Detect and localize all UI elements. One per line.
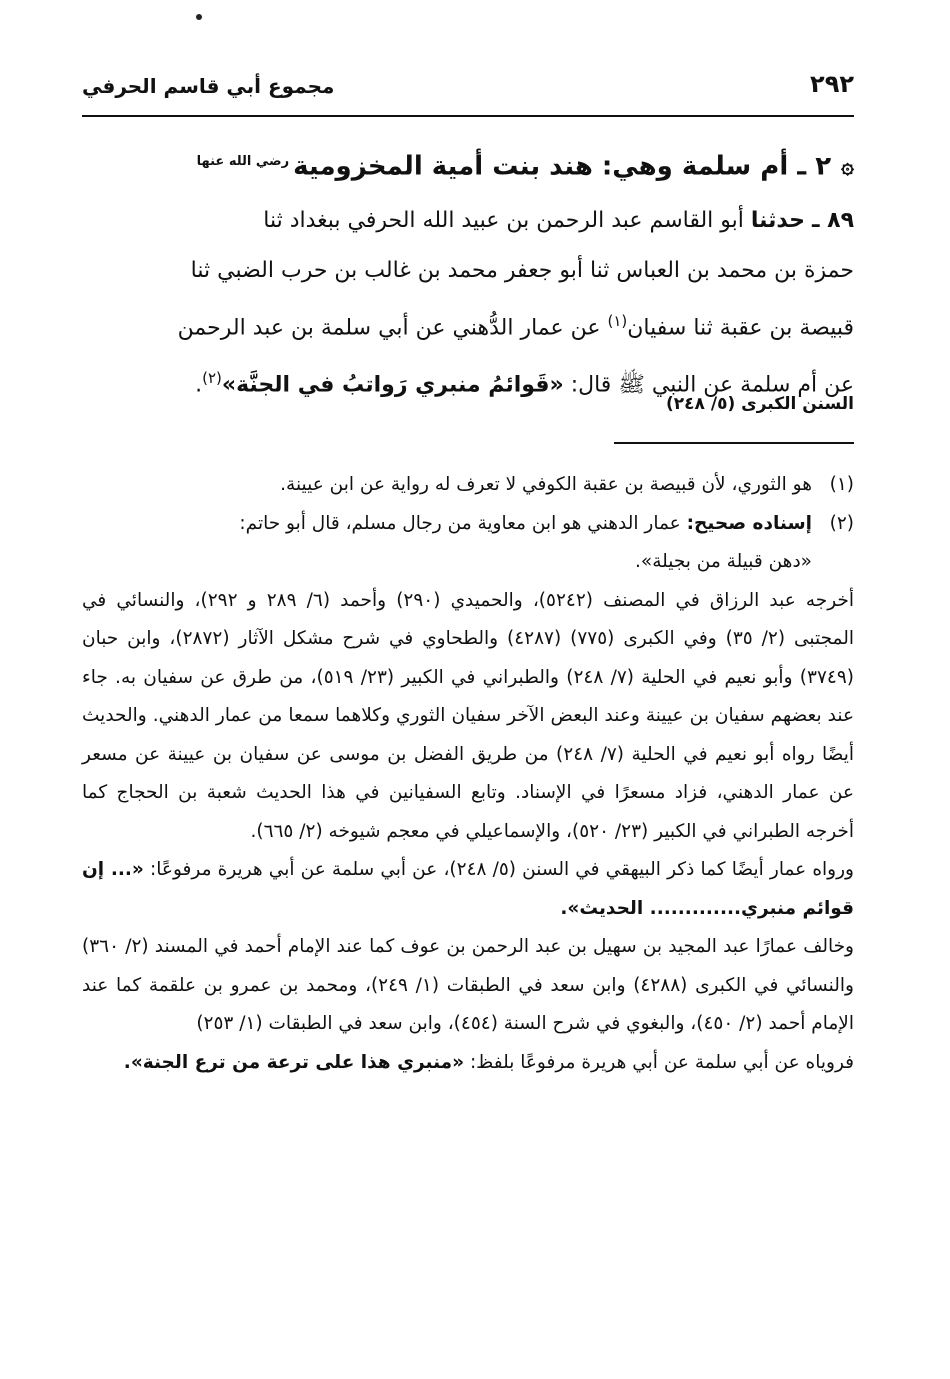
page-header	[82, 66, 854, 110]
footnote-2-label: (٢)	[829, 512, 854, 534]
footnote-ref-2[interactable]: (٢)	[202, 369, 222, 388]
section-title: ٢ ـ أم سلمة وهي: هند بنت أمية المخزومية	[293, 151, 832, 182]
hadith-line-3-a: قبيصة بن عقبة ثنا سفيان	[627, 315, 854, 341]
hadith-line-3-b: عن عمار الدُّهني عن أبي سلمة بن عبد الرحمن	[177, 315, 601, 341]
hadith-line-1-rest: أبو القاسم عبد الرحمن بن عبيد الله الحرفي ببغداد ثنا	[263, 208, 744, 233]
footnotes	[82, 466, 854, 1082]
footnote-2-text	[82, 505, 812, 544]
hadith-text	[82, 196, 854, 411]
footnote-2-body: عمار الدهني هو ابن معاوية من رجال مسلم، قال أبو حاتم:	[239, 512, 681, 534]
hadith-quote: «قَوائمُ منبري رَواتبُ في الجنَّة»	[221, 372, 564, 398]
hadith-line-1	[82, 196, 854, 246]
footnote-1-label: (١)	[829, 474, 854, 495]
footnote-2-grade: إسناده صحيح:	[686, 512, 812, 534]
running-title: مجموع أبي قاسم الحرفي	[82, 74, 335, 98]
section-heading	[82, 140, 854, 189]
takhrij-paragraph-2-text: ورواه عمار أيضًا كما ذكر البيهقي في السنن (٥/ ٢٤٨)، عن أبي سلمة عن أبي هريرة مرفوعًا:	[150, 859, 854, 880]
hadith-verb: حدثنا	[750, 208, 805, 233]
ink-dot	[196, 14, 202, 20]
takhrij-paragraph-2-quote: «... إن قوائم منبري............. الحديث».	[82, 859, 854, 919]
footnote-1-text: هو الثوري، لأن قبيصة بن عقبة الكوفي لا تعرف له رواية عن ابن عيينة.	[280, 474, 812, 495]
takhrij-paragraph-1: أخرجه عبد الرزاق في المصنف (٥٢٤٢)، والحميدي (٢٩٠) وأحمد (٦/ ٢٨٩ و ٢٩٢)، والنسائي في المجتبى (٢/ ٣٥) وفي الكبرى (٧٧٥) (٤٢٨٧) والطحاوي في شرح مشكل الآثار (٢٨٧٢)، وابن حبان (٣٧٤٩) وأبو نعيم في الحلية (٧/ ٢٤٨) والطبراني في الكبير (٢٣/ ٥١٩)، من طرق عن سفيان به. جاء عند بعضهم سفيان بن عيينة وعند البعض الآخر سفيان الثوري وكلاهما سمعا من عمار الدهني. والحديث أيضًا رواه أبو نعيم في الحلية (٧/ ٢٤٨) من طريق الفضل بن موسى عن سفيان بن عيينة عن مسعر عن عمار الدهني، فزاد مسعرًا في الإسناد. وتابع السفيانين في هذا الحديث شعبة بن الحجاج كما أخرجه الطبراني في الكبير (٢٣/ ٥٢٠)، والإسماعيلي في معجم شيوخه (٢/ ٦٦٥).	[82, 589, 855, 842]
hadith-number: ٨٩ ـ	[811, 208, 854, 233]
footnote-rule	[614, 442, 854, 444]
flower-bullet-icon: ۞	[841, 154, 854, 180]
hadith-line-4-end: .	[195, 372, 203, 398]
hadith-line-2: حمزة بن محمد بن العباس ثنا أبو جعفر محمد بن غالب بن حرب الضبي ثنا	[190, 258, 854, 283]
honorific: رضي الله عنها	[196, 154, 290, 169]
source-note: السنن الكبرى (٥/ ٢٤٨)	[666, 394, 854, 414]
takhrij-paragraph-4	[82, 1044, 854, 1083]
hadith-line-3	[82, 296, 854, 353]
header-rule	[82, 115, 854, 117]
takhrij-paragraph-2	[82, 851, 854, 928]
takhrij-paragraph-3: وخالف عمارًا عبد المجيد بن سهيل بن عبد الرحمن بن عوف كما عند الإمام أحمد في المسند (٢/ ٣٦٠) والنسائي في الكبرى (٤٢٨٨) وابن سعد في الطبقات (١/ ٢٤٩)، ومحمد بن عمرو بن علقمة كما عند الإمام أحمد (٢/ ٤٥٠)، والبغوي في شرح السنة (٤٥٤)، وابن سعد في الطبقات (١/ ٢٥٣)	[82, 936, 854, 1034]
page-number: ٢٩٢	[810, 70, 854, 98]
footnote-1	[82, 466, 854, 505]
takhrij-paragraph-4-quote: «منبري هذا على ترعة من ترع الجنة».	[123, 1051, 465, 1073]
footnote-2-quote: «دهن قبيلة من بجيلة».	[635, 551, 812, 572]
footnote-2	[82, 505, 854, 582]
hadith-line-4-a: عن أم سلمة عن النبي ﷺ قال:	[570, 372, 854, 398]
takhrij-paragraph-4-text: فروياه عن أبي سلمة عن أبي هريرة مرفوعًا بلفظ:	[469, 1051, 854, 1073]
footnote-ref-1[interactable]: (١)	[607, 312, 628, 330]
